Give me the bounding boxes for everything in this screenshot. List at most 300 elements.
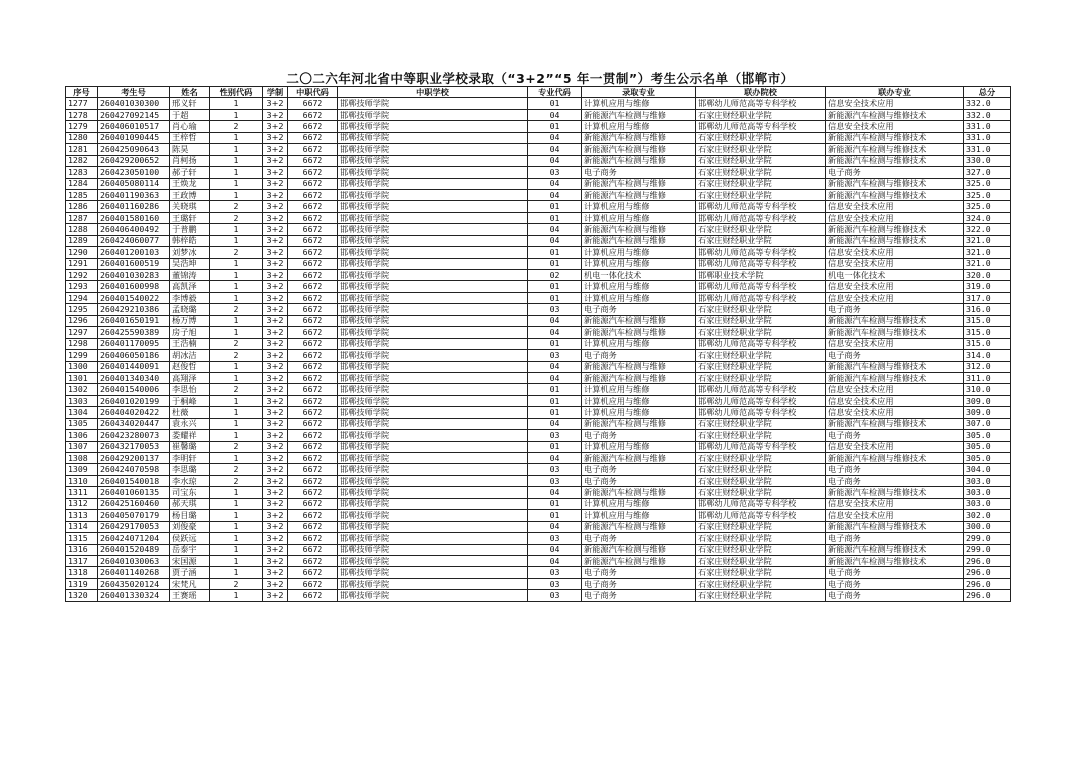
score-cell: 327.0 bbox=[964, 167, 1011, 178]
major-cell: 电子商务 bbox=[582, 304, 696, 315]
score-cell: 296.0 bbox=[964, 567, 1011, 578]
exam-number-cell: 260401090445 bbox=[98, 132, 170, 143]
major-code-cell: 04 bbox=[528, 144, 582, 155]
score-cell: 296.0 bbox=[964, 555, 1011, 566]
gender-code-cell: 2 bbox=[210, 121, 263, 132]
partner-major-cell: 信息安全技术应用 bbox=[826, 407, 964, 418]
exam-number-cell: 260425590389 bbox=[98, 327, 170, 338]
partner-major-cell: 新能源汽车检测与维修技术 bbox=[826, 178, 964, 189]
gender-code-cell: 1 bbox=[210, 361, 263, 372]
exam-number-cell: 260429210386 bbox=[98, 304, 170, 315]
major-code-cell: 04 bbox=[528, 189, 582, 200]
exam-number-cell: 260401030300 bbox=[98, 98, 170, 109]
major-cell: 电子商务 bbox=[582, 464, 696, 475]
seq-cell: 1296 bbox=[66, 315, 98, 326]
schooling-cell: 3+2 bbox=[263, 475, 288, 486]
major-cell: 新能源汽车检测与维修 bbox=[582, 327, 696, 338]
schooling-cell: 3+2 bbox=[263, 544, 288, 555]
name-cell: 王璐轩 bbox=[170, 212, 210, 223]
partner-college-cell: 石家庄财经职业学院 bbox=[696, 430, 826, 441]
seq-cell: 1307 bbox=[66, 441, 98, 452]
partner-major-cell: 信息安全技术应用 bbox=[826, 292, 964, 303]
exam-number-cell: 260401580160 bbox=[98, 212, 170, 223]
gender-code-cell: 1 bbox=[210, 258, 263, 269]
schooling-cell: 3+2 bbox=[263, 155, 288, 166]
partner-major-cell: 新能源汽车检测与维修技术 bbox=[826, 487, 964, 498]
major-code-cell: 04 bbox=[528, 418, 582, 429]
partner-major-cell: 信息安全技术应用 bbox=[826, 201, 964, 212]
partner-college-cell: 邯郸职业技术学院 bbox=[696, 270, 826, 281]
school-code-cell: 6672 bbox=[288, 292, 338, 303]
exam-number-cell: 260401190363 bbox=[98, 189, 170, 200]
school-cell: 邯郸技师学院 bbox=[338, 441, 528, 452]
school-cell: 邯郸技师学院 bbox=[338, 304, 528, 315]
partner-major-cell: 新能源汽车检测与维修技术 bbox=[826, 109, 964, 120]
schooling-cell: 3+2 bbox=[263, 235, 288, 246]
partner-college-cell: 石家庄财经职业学院 bbox=[696, 590, 826, 601]
name-cell: 刘梦冰 bbox=[170, 247, 210, 258]
score-cell: 309.0 bbox=[964, 395, 1011, 406]
exam-number-cell: 260401170095 bbox=[98, 338, 170, 349]
exam-number-cell: 260406400492 bbox=[98, 224, 170, 235]
seq-cell: 1290 bbox=[66, 247, 98, 258]
major-cell: 新能源汽车检测与维修 bbox=[582, 361, 696, 372]
seq-cell: 1281 bbox=[66, 144, 98, 155]
schooling-cell: 3+2 bbox=[263, 521, 288, 532]
major-cell: 电子商务 bbox=[582, 430, 696, 441]
name-cell: 娄耀祥 bbox=[170, 430, 210, 441]
exam-number-cell: 260401440091 bbox=[98, 361, 170, 372]
name-cell: 李明轩 bbox=[170, 453, 210, 464]
major-code-cell: 04 bbox=[528, 453, 582, 464]
major-cell: 计算机应用与维修 bbox=[582, 407, 696, 418]
major-cell: 计算机应用与维修 bbox=[582, 201, 696, 212]
gender-code-cell: 1 bbox=[210, 155, 263, 166]
partner-college-cell: 石家庄财经职业学院 bbox=[696, 487, 826, 498]
name-cell: 杜薇 bbox=[170, 407, 210, 418]
school-code-cell: 6672 bbox=[288, 178, 338, 189]
table-row bbox=[66, 304, 1011, 315]
schooling-cell: 3+2 bbox=[263, 132, 288, 143]
partner-college-cell: 石家庄财经职业学院 bbox=[696, 109, 826, 120]
school-code-cell: 6672 bbox=[288, 109, 338, 120]
major-code-cell: 03 bbox=[528, 475, 582, 486]
table-row bbox=[66, 235, 1011, 246]
gender-code-cell: 1 bbox=[210, 178, 263, 189]
school-cell: 邯郸技师学院 bbox=[338, 98, 528, 109]
seq-cell: 1320 bbox=[66, 590, 98, 601]
school-cell: 邯郸技师学院 bbox=[338, 315, 528, 326]
column-header: 考生号 bbox=[98, 87, 170, 98]
major-cell: 新能源汽车检测与维修 bbox=[582, 178, 696, 189]
schooling-cell: 3+2 bbox=[263, 384, 288, 395]
schooling-cell: 3+2 bbox=[263, 464, 288, 475]
score-cell: 325.0 bbox=[964, 189, 1011, 200]
school-cell: 邯郸技师学院 bbox=[338, 418, 528, 429]
school-cell: 邯郸技师学院 bbox=[338, 132, 528, 143]
school-cell: 邯郸技师学院 bbox=[338, 338, 528, 349]
seq-cell: 1316 bbox=[66, 544, 98, 555]
partner-college-cell: 邯郸幼儿师范高等专科学校 bbox=[696, 247, 826, 258]
table-row bbox=[66, 407, 1011, 418]
schooling-cell: 3+2 bbox=[263, 167, 288, 178]
seq-cell: 1297 bbox=[66, 327, 98, 338]
partner-college-cell: 邯郸幼儿师范高等专科学校 bbox=[696, 98, 826, 109]
schooling-cell: 3+2 bbox=[263, 247, 288, 258]
school-code-cell: 6672 bbox=[288, 590, 338, 601]
school-cell: 邯郸技师学院 bbox=[338, 590, 528, 601]
partner-college-cell: 石家庄财经职业学院 bbox=[696, 372, 826, 383]
column-header: 中职代码 bbox=[288, 87, 338, 98]
schooling-cell: 3+2 bbox=[263, 350, 288, 361]
gender-code-cell: 1 bbox=[210, 418, 263, 429]
partner-college-cell: 邯郸幼儿师范高等专科学校 bbox=[696, 384, 826, 395]
school-code-cell: 6672 bbox=[288, 189, 338, 200]
seq-cell: 1313 bbox=[66, 510, 98, 521]
school-cell: 邯郸技师学院 bbox=[338, 578, 528, 589]
school-cell: 邯郸技师学院 bbox=[338, 270, 528, 281]
partner-college-cell: 石家庄财经职业学院 bbox=[696, 155, 826, 166]
gender-code-cell: 2 bbox=[210, 384, 263, 395]
school-code-cell: 6672 bbox=[288, 247, 338, 258]
table-row bbox=[66, 544, 1011, 555]
school-code-cell: 6672 bbox=[288, 555, 338, 566]
major-code-cell: 04 bbox=[528, 132, 582, 143]
exam-number-cell: 260404020422 bbox=[98, 407, 170, 418]
table-row bbox=[66, 510, 1011, 521]
admission-table bbox=[65, 86, 1011, 602]
partner-college-cell: 邯郸幼儿师范高等专科学校 bbox=[696, 441, 826, 452]
school-cell: 邯郸技师学院 bbox=[338, 453, 528, 464]
schooling-cell: 3+2 bbox=[263, 441, 288, 452]
major-cell: 电子商务 bbox=[582, 167, 696, 178]
seq-cell: 1288 bbox=[66, 224, 98, 235]
score-cell: 321.0 bbox=[964, 258, 1011, 269]
school-cell: 邯郸技师学院 bbox=[338, 544, 528, 555]
table-row bbox=[66, 224, 1011, 235]
seq-cell: 1298 bbox=[66, 338, 98, 349]
school-cell: 邯郸技师学院 bbox=[338, 167, 528, 178]
score-cell: 325.0 bbox=[964, 178, 1011, 189]
seq-cell: 1319 bbox=[66, 578, 98, 589]
school-code-cell: 6672 bbox=[288, 327, 338, 338]
schooling-cell: 3+2 bbox=[263, 258, 288, 269]
name-cell: 岳泰宇 bbox=[170, 544, 210, 555]
major-code-cell: 01 bbox=[528, 395, 582, 406]
major-cell: 计算机应用与维修 bbox=[582, 247, 696, 258]
major-code-cell: 03 bbox=[528, 464, 582, 475]
major-code-cell: 04 bbox=[528, 315, 582, 326]
table-row bbox=[66, 338, 1011, 349]
partner-college-cell: 邯郸幼儿师范高等专科学校 bbox=[696, 292, 826, 303]
seq-cell: 1285 bbox=[66, 189, 98, 200]
score-cell: 300.0 bbox=[964, 521, 1011, 532]
name-cell: 陈昊 bbox=[170, 144, 210, 155]
gender-code-cell: 2 bbox=[210, 304, 263, 315]
school-cell: 邯郸技师学院 bbox=[338, 533, 528, 544]
gender-code-cell: 1 bbox=[210, 372, 263, 383]
exam-number-cell: 260401160286 bbox=[98, 201, 170, 212]
score-cell: 322.0 bbox=[964, 224, 1011, 235]
table-row bbox=[66, 441, 1011, 452]
major-code-cell: 01 bbox=[528, 212, 582, 223]
major-cell: 新能源汽车检测与维修 bbox=[582, 487, 696, 498]
major-code-cell: 04 bbox=[528, 155, 582, 166]
gender-code-cell: 1 bbox=[210, 281, 263, 292]
school-code-cell: 6672 bbox=[288, 498, 338, 509]
schooling-cell: 3+2 bbox=[263, 361, 288, 372]
gender-code-cell: 1 bbox=[210, 132, 263, 143]
score-cell: 302.0 bbox=[964, 510, 1011, 521]
score-cell: 305.0 bbox=[964, 453, 1011, 464]
school-code-cell: 6672 bbox=[288, 395, 338, 406]
partner-major-cell: 电子商务 bbox=[826, 464, 964, 475]
table-row bbox=[66, 281, 1011, 292]
seq-cell: 1294 bbox=[66, 292, 98, 303]
gender-code-cell: 1 bbox=[210, 544, 263, 555]
seq-cell: 1304 bbox=[66, 407, 98, 418]
column-header: 联办专业 bbox=[826, 87, 964, 98]
partner-college-cell: 邯郸幼儿师范高等专科学校 bbox=[696, 121, 826, 132]
table-row bbox=[66, 430, 1011, 441]
schooling-cell: 3+2 bbox=[263, 121, 288, 132]
school-cell: 邯郸技师学院 bbox=[338, 109, 528, 120]
school-code-cell: 6672 bbox=[288, 521, 338, 532]
school-code-cell: 6672 bbox=[288, 270, 338, 281]
gender-code-cell: 2 bbox=[210, 441, 263, 452]
partner-major-cell: 新能源汽车检测与维修技术 bbox=[826, 315, 964, 326]
school-code-cell: 6672 bbox=[288, 258, 338, 269]
name-cell: 刘俊豪 bbox=[170, 521, 210, 532]
name-cell: 肖柯扬 bbox=[170, 155, 210, 166]
school-cell: 邯郸技师学院 bbox=[338, 372, 528, 383]
score-cell: 312.0 bbox=[964, 361, 1011, 372]
table-row bbox=[66, 292, 1011, 303]
partner-college-cell: 石家庄财经职业学院 bbox=[696, 350, 826, 361]
major-code-cell: 03 bbox=[528, 590, 582, 601]
major-cell: 新能源汽车检测与维修 bbox=[582, 453, 696, 464]
score-cell: 320.0 bbox=[964, 270, 1011, 281]
score-cell: 324.0 bbox=[964, 212, 1011, 223]
table-row bbox=[66, 453, 1011, 464]
exam-number-cell: 260401540022 bbox=[98, 292, 170, 303]
table-row bbox=[66, 590, 1011, 601]
exam-number-cell: 260401060135 bbox=[98, 487, 170, 498]
exam-number-cell: 260424060077 bbox=[98, 235, 170, 246]
gender-code-cell: 1 bbox=[210, 555, 263, 566]
major-cell: 新能源汽车检测与维修 bbox=[582, 155, 696, 166]
seq-cell: 1309 bbox=[66, 464, 98, 475]
table-row bbox=[66, 521, 1011, 532]
exam-number-cell: 260425090643 bbox=[98, 144, 170, 155]
partner-college-cell: 石家庄财经职业学院 bbox=[696, 453, 826, 464]
schooling-cell: 3+2 bbox=[263, 453, 288, 464]
major-cell: 电子商务 bbox=[582, 567, 696, 578]
column-header: 性别代码 bbox=[210, 87, 263, 98]
school-code-cell: 6672 bbox=[288, 578, 338, 589]
school-cell: 邯郸技师学院 bbox=[338, 201, 528, 212]
school-code-cell: 6672 bbox=[288, 361, 338, 372]
major-cell: 新能源汽车检测与维修 bbox=[582, 544, 696, 555]
schooling-cell: 3+2 bbox=[263, 178, 288, 189]
major-code-cell: 03 bbox=[528, 533, 582, 544]
partner-college-cell: 邯郸幼儿师范高等专科学校 bbox=[696, 281, 826, 292]
score-cell: 315.0 bbox=[964, 315, 1011, 326]
school-code-cell: 6672 bbox=[288, 350, 338, 361]
exam-number-cell: 260423280073 bbox=[98, 430, 170, 441]
gender-code-cell: 2 bbox=[210, 212, 263, 223]
exam-number-cell: 260406010517 bbox=[98, 121, 170, 132]
gender-code-cell: 1 bbox=[210, 144, 263, 155]
partner-college-cell: 石家庄财经职业学院 bbox=[696, 567, 826, 578]
gender-code-cell: 1 bbox=[210, 327, 263, 338]
name-cell: 关晓琪 bbox=[170, 201, 210, 212]
school-cell: 邯郸技师学院 bbox=[338, 189, 528, 200]
major-code-cell: 01 bbox=[528, 292, 582, 303]
schooling-cell: 3+2 bbox=[263, 567, 288, 578]
major-code-cell: 04 bbox=[528, 109, 582, 120]
partner-major-cell: 新能源汽车检测与维修技术 bbox=[826, 555, 964, 566]
major-cell: 新能源汽车检测与维修 bbox=[582, 418, 696, 429]
score-cell: 330.0 bbox=[964, 155, 1011, 166]
exam-number-cell: 260429200137 bbox=[98, 453, 170, 464]
gender-code-cell: 1 bbox=[210, 315, 263, 326]
school-code-cell: 6672 bbox=[288, 372, 338, 383]
major-cell: 电子商务 bbox=[582, 590, 696, 601]
score-cell: 321.0 bbox=[964, 247, 1011, 258]
exam-number-cell: 260401600998 bbox=[98, 281, 170, 292]
major-code-cell: 04 bbox=[528, 361, 582, 372]
seq-cell: 1284 bbox=[66, 178, 98, 189]
partner-college-cell: 石家庄财经职业学院 bbox=[696, 224, 826, 235]
gender-code-cell: 2 bbox=[210, 350, 263, 361]
major-cell: 计算机应用与维修 bbox=[582, 292, 696, 303]
major-cell: 电子商务 bbox=[582, 475, 696, 486]
gender-code-cell: 1 bbox=[210, 590, 263, 601]
schooling-cell: 3+2 bbox=[263, 418, 288, 429]
schooling-cell: 3+2 bbox=[263, 430, 288, 441]
name-cell: 王梓哲 bbox=[170, 132, 210, 143]
seq-cell: 1300 bbox=[66, 361, 98, 372]
gender-code-cell: 1 bbox=[210, 407, 263, 418]
seq-cell: 1278 bbox=[66, 109, 98, 120]
school-cell: 邯郸技师学院 bbox=[338, 395, 528, 406]
partner-college-cell: 邯郸幼儿师范高等专科学校 bbox=[696, 201, 826, 212]
gender-code-cell: 1 bbox=[210, 270, 263, 281]
school-code-cell: 6672 bbox=[288, 98, 338, 109]
gender-code-cell: 1 bbox=[210, 109, 263, 120]
schooling-cell: 3+2 bbox=[263, 590, 288, 601]
partner-college-cell: 邯郸幼儿师范高等专科学校 bbox=[696, 498, 826, 509]
major-code-cell: 01 bbox=[528, 201, 582, 212]
major-code-cell: 01 bbox=[528, 407, 582, 418]
table-row bbox=[66, 189, 1011, 200]
partner-major-cell: 新能源汽车检测与维修技术 bbox=[826, 418, 964, 429]
seq-cell: 1293 bbox=[66, 281, 98, 292]
school-code-cell: 6672 bbox=[288, 453, 338, 464]
table-row bbox=[66, 270, 1011, 281]
major-cell: 机电一体化技术 bbox=[582, 270, 696, 281]
schooling-cell: 3+2 bbox=[263, 555, 288, 566]
name-cell: 肖心瑜 bbox=[170, 121, 210, 132]
major-cell: 计算机应用与维修 bbox=[582, 395, 696, 406]
exam-number-cell: 260405080114 bbox=[98, 178, 170, 189]
school-cell: 邯郸技师学院 bbox=[338, 144, 528, 155]
name-cell: 王赛瑶 bbox=[170, 590, 210, 601]
partner-major-cell: 新能源汽车检测与维修技术 bbox=[826, 235, 964, 246]
partner-college-cell: 邯郸幼儿师范高等专科学校 bbox=[696, 212, 826, 223]
major-cell: 新能源汽车检测与维修 bbox=[582, 224, 696, 235]
gender-code-cell: 1 bbox=[210, 235, 263, 246]
school-cell: 邯郸技师学院 bbox=[338, 510, 528, 521]
school-cell: 邯郸技师学院 bbox=[338, 498, 528, 509]
school-code-cell: 6672 bbox=[288, 510, 338, 521]
score-cell: 321.0 bbox=[964, 235, 1011, 246]
partner-major-cell: 新能源汽车检测与维修技术 bbox=[826, 544, 964, 555]
partner-college-cell: 邯郸幼儿师范高等专科学校 bbox=[696, 510, 826, 521]
seq-cell: 1315 bbox=[66, 533, 98, 544]
table-row bbox=[66, 315, 1011, 326]
major-code-cell: 01 bbox=[528, 384, 582, 395]
major-code-cell: 03 bbox=[528, 167, 582, 178]
partner-major-cell: 新能源汽车检测与维修技术 bbox=[826, 361, 964, 372]
seq-cell: 1311 bbox=[66, 487, 98, 498]
gender-code-cell: 1 bbox=[210, 487, 263, 498]
partner-major-cell: 新能源汽车检测与维修技术 bbox=[826, 521, 964, 532]
name-cell: 高翔泽 bbox=[170, 372, 210, 383]
name-cell: 李水琼 bbox=[170, 475, 210, 486]
score-cell: 296.0 bbox=[964, 578, 1011, 589]
score-cell: 331.0 bbox=[964, 144, 1011, 155]
major-code-cell: 01 bbox=[528, 121, 582, 132]
gender-code-cell: 1 bbox=[210, 453, 263, 464]
exam-number-cell: 260432170053 bbox=[98, 441, 170, 452]
exam-number-cell: 260401520489 bbox=[98, 544, 170, 555]
column-header: 联办院校 bbox=[696, 87, 826, 98]
major-code-cell: 04 bbox=[528, 487, 582, 498]
schooling-cell: 3+2 bbox=[263, 270, 288, 281]
name-cell: 邢义轩 bbox=[170, 98, 210, 109]
table-row bbox=[66, 395, 1011, 406]
schooling-cell: 3+2 bbox=[263, 372, 288, 383]
table-header-row bbox=[66, 87, 1011, 98]
score-cell: 304.0 bbox=[964, 464, 1011, 475]
partner-college-cell: 石家庄财经职业学院 bbox=[696, 361, 826, 372]
major-code-cell: 02 bbox=[528, 270, 582, 281]
school-code-cell: 6672 bbox=[288, 144, 338, 155]
schooling-cell: 3+2 bbox=[263, 144, 288, 155]
score-cell: 307.0 bbox=[964, 418, 1011, 429]
table-row bbox=[66, 98, 1011, 109]
partner-college-cell: 邯郸幼儿师范高等专科学校 bbox=[696, 407, 826, 418]
major-cell: 新能源汽车检测与维修 bbox=[582, 189, 696, 200]
gender-code-cell: 1 bbox=[210, 533, 263, 544]
school-code-cell: 6672 bbox=[288, 167, 338, 178]
major-cell: 计算机应用与维修 bbox=[582, 121, 696, 132]
major-cell: 计算机应用与维修 bbox=[582, 338, 696, 349]
name-cell: 李博毅 bbox=[170, 292, 210, 303]
name-cell: 宋梵凡 bbox=[170, 578, 210, 589]
school-code-cell: 6672 bbox=[288, 407, 338, 418]
exam-number-cell: 260429200652 bbox=[98, 155, 170, 166]
gender-code-cell: 2 bbox=[210, 201, 263, 212]
table-row bbox=[66, 372, 1011, 383]
column-header: 总分 bbox=[964, 87, 1011, 98]
partner-college-cell: 石家庄财经职业学院 bbox=[696, 304, 826, 315]
partner-college-cell: 石家庄财经职业学院 bbox=[696, 544, 826, 555]
schooling-cell: 3+2 bbox=[263, 98, 288, 109]
school-cell: 邯郸技师学院 bbox=[338, 464, 528, 475]
